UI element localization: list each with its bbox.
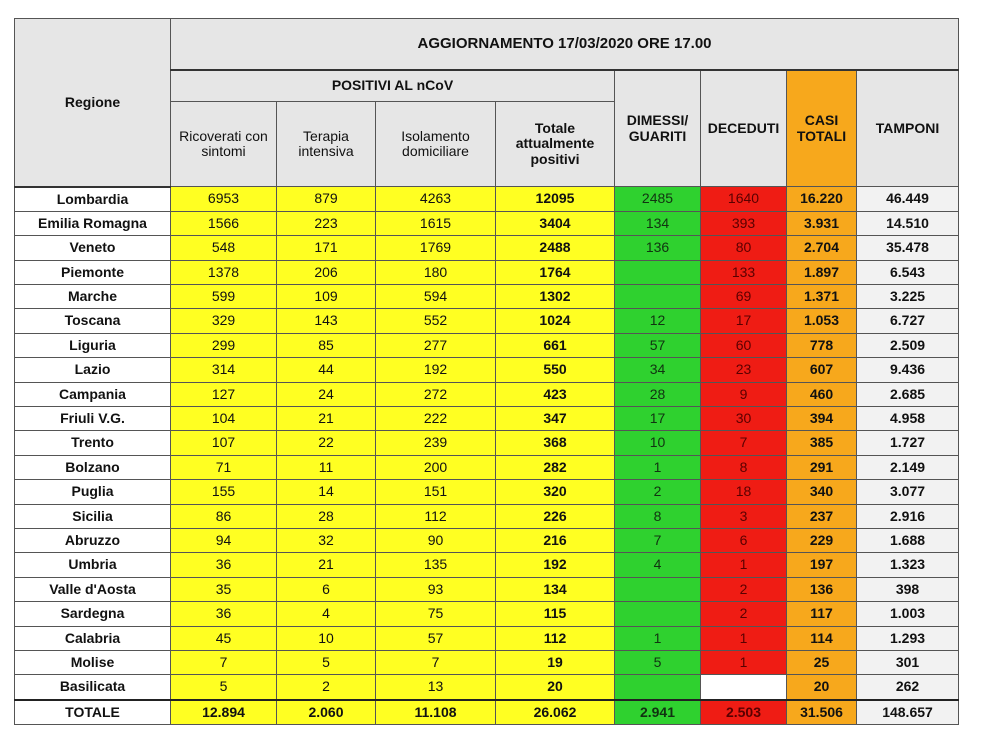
dimessi-cell: 5 <box>615 650 701 674</box>
ricoverati-cell: 71 <box>171 455 277 479</box>
ricoverati-cell: 314 <box>171 358 277 382</box>
casi-totali-cell: 197 <box>787 553 857 577</box>
table-row <box>15 285 959 309</box>
table-row <box>15 675 959 700</box>
totale-positivi-cell: 112 <box>496 626 615 650</box>
terapia-header: Terapia intensiva <box>277 102 376 187</box>
tamponi-cell: 1.727 <box>857 431 959 455</box>
isolamento-cell: 13 <box>376 675 496 700</box>
terapia-cell: 44 <box>277 358 376 382</box>
deceduti-cell: 1 <box>701 626 787 650</box>
totale-positivi-cell: 320 <box>496 480 615 504</box>
tamponi-cell: 3.225 <box>857 285 959 309</box>
ricoverati-cell: 127 <box>171 382 277 406</box>
region-name: Campania <box>15 382 171 406</box>
ricoverati-header: Ricoverati con sintomi <box>171 102 277 187</box>
isolamento-cell: 57 <box>376 626 496 650</box>
deceduti-cell: 60 <box>701 333 787 357</box>
totale-positivi-cell: 3404 <box>496 211 615 235</box>
deceduti-cell: 133 <box>701 260 787 284</box>
table-row <box>15 309 959 333</box>
region-name: Liguria <box>15 333 171 357</box>
isolamento-cell: 112 <box>376 504 496 528</box>
isolamento-cell: 277 <box>376 333 496 357</box>
isolamento-cell: 1769 <box>376 236 496 260</box>
ricoverati-cell: 599 <box>171 285 277 309</box>
isolamento-cell: 594 <box>376 285 496 309</box>
totale-positivi-cell: 1764 <box>496 260 615 284</box>
region-name: Sicilia <box>15 504 171 528</box>
terapia-cell: 21 <box>277 407 376 431</box>
deceduti-cell: 8 <box>701 455 787 479</box>
tamponi-cell: 4.958 <box>857 407 959 431</box>
tamponi-header: TAMPONI <box>857 70 959 187</box>
totale-positivi-cell: 2488 <box>496 236 615 260</box>
ricoverati-cell: 94 <box>171 528 277 552</box>
isolamento-cell: 272 <box>376 382 496 406</box>
terapia-cell: 11 <box>277 455 376 479</box>
totale-positivi-cell: 19 <box>496 650 615 674</box>
region-name: Toscana <box>15 309 171 333</box>
tamponi-cell: 2.509 <box>857 333 959 357</box>
table-row <box>15 504 959 528</box>
casi-totali-cell: 778 <box>787 333 857 357</box>
deceduti-cell: 30 <box>701 407 787 431</box>
terapia-cell: 14 <box>277 480 376 504</box>
deceduti-cell: 69 <box>701 285 787 309</box>
region-name: Calabria <box>15 626 171 650</box>
ricoverati-cell: 1566 <box>171 211 277 235</box>
region-name: TOTALE <box>15 700 171 725</box>
terapia-cell: 171 <box>277 236 376 260</box>
terapia-cell: 143 <box>277 309 376 333</box>
isolamento-cell: 93 <box>376 577 496 601</box>
table-row <box>15 260 959 284</box>
dimessi-cell: 136 <box>615 236 701 260</box>
terapia-cell: 109 <box>277 285 376 309</box>
dimessi-cell <box>615 260 701 284</box>
deceduti-cell: 2 <box>701 602 787 626</box>
ricoverati-cell: 107 <box>171 431 277 455</box>
totale-positivi-cell: 1302 <box>496 285 615 309</box>
deceduti-cell: 393 <box>701 211 787 235</box>
region-name: Puglia <box>15 480 171 504</box>
terapia-cell: 28 <box>277 504 376 528</box>
terapia-cell: 4 <box>277 602 376 626</box>
table-row <box>15 211 959 235</box>
table-row <box>15 602 959 626</box>
totale-positivi-cell: 115 <box>496 602 615 626</box>
ricoverati-cell: 104 <box>171 407 277 431</box>
region-name: Veneto <box>15 236 171 260</box>
totale-positivi-cell: 550 <box>496 358 615 382</box>
totale-positivi-cell: 423 <box>496 382 615 406</box>
terapia-cell: 879 <box>277 187 376 212</box>
table-row <box>15 553 959 577</box>
tamponi-cell: 6.543 <box>857 260 959 284</box>
casi-totali-cell: 394 <box>787 407 857 431</box>
totals-row <box>15 700 959 725</box>
dimessi-cell: 2 <box>615 480 701 504</box>
totale-positivi-cell: 20 <box>496 675 615 700</box>
deceduti-cell: 6 <box>701 528 787 552</box>
casi-totali-cell: 607 <box>787 358 857 382</box>
tamponi-cell: 301 <box>857 650 959 674</box>
tamponi-cell: 262 <box>857 675 959 700</box>
dimessi-cell: 34 <box>615 358 701 382</box>
casi-totali-cell: 385 <box>787 431 857 455</box>
deceduti-cell: 1640 <box>701 187 787 212</box>
casi-totali-cell: 117 <box>787 602 857 626</box>
ricoverati-cell: 5 <box>171 675 277 700</box>
dimessi-cell: 28 <box>615 382 701 406</box>
dimessi-cell: 17 <box>615 407 701 431</box>
totale-positivi-cell: 12095 <box>496 187 615 212</box>
terapia-cell: 206 <box>277 260 376 284</box>
ricoverati-cell: 45 <box>171 626 277 650</box>
region-name: Umbria <box>15 553 171 577</box>
dimessi-cell: 12 <box>615 309 701 333</box>
casi-totali-cell: 2.704 <box>787 236 857 260</box>
tamponi-cell: 6.727 <box>857 309 959 333</box>
totale-positivi-cell: 26.062 <box>496 700 615 725</box>
tamponi-cell: 148.657 <box>857 700 959 725</box>
table-row <box>15 358 959 382</box>
covid-regional-table <box>14 18 959 725</box>
table-row <box>15 431 959 455</box>
region-name: Piemonte <box>15 260 171 284</box>
region-name: Basilicata <box>15 675 171 700</box>
deceduti-header: DECEDUTI <box>701 70 787 187</box>
tamponi-cell: 14.510 <box>857 211 959 235</box>
ricoverati-cell: 299 <box>171 333 277 357</box>
table-row <box>15 577 959 601</box>
totale-positivi-cell: 1024 <box>496 309 615 333</box>
totale-positivi-cell: 282 <box>496 455 615 479</box>
ricoverati-cell: 36 <box>171 602 277 626</box>
ricoverati-cell: 1378 <box>171 260 277 284</box>
table-row <box>15 455 959 479</box>
deceduti-cell: 3 <box>701 504 787 528</box>
isolamento-cell: 7 <box>376 650 496 674</box>
region-header: Regione <box>15 19 171 187</box>
terapia-cell: 10 <box>277 626 376 650</box>
region-name: Valle d'Aosta <box>15 577 171 601</box>
isolamento-cell: 180 <box>376 260 496 284</box>
isolamento-cell: 239 <box>376 431 496 455</box>
ricoverati-cell: 35 <box>171 577 277 601</box>
table-row <box>15 528 959 552</box>
terapia-cell: 22 <box>277 431 376 455</box>
terapia-cell: 223 <box>277 211 376 235</box>
isolamento-cell: 222 <box>376 407 496 431</box>
isolamento-cell: 11.108 <box>376 700 496 725</box>
dimessi-cell <box>615 602 701 626</box>
table-row <box>15 650 959 674</box>
positivi-group-header: POSITIVI AL nCoV <box>171 70 615 102</box>
ricoverati-cell: 7 <box>171 650 277 674</box>
isolamento-cell: 552 <box>376 309 496 333</box>
dimessi-cell: 57 <box>615 333 701 357</box>
casi-totali-cell: 1.053 <box>787 309 857 333</box>
casi-totali-cell: 114 <box>787 626 857 650</box>
isolamento-header: Isolamento domiciliare <box>376 102 496 187</box>
dimessi-header: DIMESSI/ GUARITI <box>615 70 701 187</box>
region-name: Marche <box>15 285 171 309</box>
casi-totali-cell: 229 <box>787 528 857 552</box>
casi-totali-cell: 1.371 <box>787 285 857 309</box>
totale-positivi-cell: 226 <box>496 504 615 528</box>
ricoverati-cell: 548 <box>171 236 277 260</box>
ricoverati-cell: 155 <box>171 480 277 504</box>
isolamento-cell: 135 <box>376 553 496 577</box>
terapia-cell: 85 <box>277 333 376 357</box>
totale-positivi-cell: 192 <box>496 553 615 577</box>
deceduti-cell <box>701 675 787 700</box>
casi-totali-cell: 136 <box>787 577 857 601</box>
tamponi-cell: 1.688 <box>857 528 959 552</box>
casi-totali-cell: 291 <box>787 455 857 479</box>
tamponi-cell: 46.449 <box>857 187 959 212</box>
tamponi-cell: 35.478 <box>857 236 959 260</box>
deceduti-cell: 1 <box>701 650 787 674</box>
dimessi-cell <box>615 577 701 601</box>
tamponi-cell: 3.077 <box>857 480 959 504</box>
tamponi-cell: 1.293 <box>857 626 959 650</box>
tamponi-cell: 9.436 <box>857 358 959 382</box>
totale-positivi-cell: 368 <box>496 431 615 455</box>
casi-totali-cell: 460 <box>787 382 857 406</box>
tamponi-cell: 2.149 <box>857 455 959 479</box>
table-row <box>15 236 959 260</box>
deceduti-cell: 2 <box>701 577 787 601</box>
table-row <box>15 407 959 431</box>
isolamento-cell: 90 <box>376 528 496 552</box>
terapia-cell: 24 <box>277 382 376 406</box>
region-name: Sardegna <box>15 602 171 626</box>
table-row <box>15 333 959 357</box>
region-name: Lombardia <box>15 187 171 212</box>
tamponi-cell: 1.323 <box>857 553 959 577</box>
tamponi-cell: 2.916 <box>857 504 959 528</box>
dimessi-cell: 2.941 <box>615 700 701 725</box>
dimessi-cell: 1 <box>615 626 701 650</box>
deceduti-cell: 9 <box>701 382 787 406</box>
totale-positivi-cell: 347 <box>496 407 615 431</box>
terapia-cell: 21 <box>277 553 376 577</box>
casi-totali-header: CASI TOTALI <box>787 70 857 187</box>
casi-totali-cell: 340 <box>787 480 857 504</box>
dimessi-cell <box>615 285 701 309</box>
deceduti-cell: 17 <box>701 309 787 333</box>
deceduti-cell: 18 <box>701 480 787 504</box>
ricoverati-cell: 86 <box>171 504 277 528</box>
tamponi-cell: 2.685 <box>857 382 959 406</box>
casi-totali-cell: 20 <box>787 675 857 700</box>
deceduti-cell: 2.503 <box>701 700 787 725</box>
dimessi-cell: 4 <box>615 553 701 577</box>
region-name: Friuli V.G. <box>15 407 171 431</box>
region-name: Bolzano <box>15 455 171 479</box>
dimessi-cell: 1 <box>615 455 701 479</box>
terapia-cell: 32 <box>277 528 376 552</box>
casi-totali-cell: 16.220 <box>787 187 857 212</box>
isolamento-cell: 192 <box>376 358 496 382</box>
region-name: Lazio <box>15 358 171 382</box>
isolamento-cell: 200 <box>376 455 496 479</box>
dimessi-cell <box>615 675 701 700</box>
deceduti-cell: 1 <box>701 553 787 577</box>
ricoverati-cell: 36 <box>171 553 277 577</box>
table-row <box>15 187 959 212</box>
isolamento-cell: 75 <box>376 602 496 626</box>
region-name: Emilia Romagna <box>15 211 171 235</box>
ricoverati-cell: 12.894 <box>171 700 277 725</box>
casi-totali-cell: 237 <box>787 504 857 528</box>
dimessi-cell: 8 <box>615 504 701 528</box>
terapia-cell: 5 <box>277 650 376 674</box>
table-body <box>15 187 959 725</box>
isolamento-cell: 151 <box>376 480 496 504</box>
totale-positivi-header: Totale attualmente positivi <box>496 102 615 187</box>
deceduti-cell: 80 <box>701 236 787 260</box>
terapia-cell: 6 <box>277 577 376 601</box>
terapia-cell: 2 <box>277 675 376 700</box>
isolamento-cell: 4263 <box>376 187 496 212</box>
region-name: Molise <box>15 650 171 674</box>
casi-totali-cell: 31.506 <box>787 700 857 725</box>
deceduti-cell: 7 <box>701 431 787 455</box>
totale-positivi-cell: 134 <box>496 577 615 601</box>
table-row <box>15 626 959 650</box>
update-title: AGGIORNAMENTO 17/03/2020 ORE 17.00 <box>171 19 959 71</box>
isolamento-cell: 1615 <box>376 211 496 235</box>
region-name: Abruzzo <box>15 528 171 552</box>
dimessi-cell: 134 <box>615 211 701 235</box>
table-row <box>15 382 959 406</box>
terapia-cell: 2.060 <box>277 700 376 725</box>
totale-positivi-cell: 216 <box>496 528 615 552</box>
ricoverati-cell: 6953 <box>171 187 277 212</box>
casi-totali-cell: 3.931 <box>787 211 857 235</box>
casi-totali-cell: 25 <box>787 650 857 674</box>
totale-positivi-cell: 661 <box>496 333 615 357</box>
region-name: Trento <box>15 431 171 455</box>
tamponi-cell: 1.003 <box>857 602 959 626</box>
table-row <box>15 480 959 504</box>
covid-table-frame <box>14 18 958 722</box>
dimessi-cell: 10 <box>615 431 701 455</box>
tamponi-cell: 398 <box>857 577 959 601</box>
ricoverati-cell: 329 <box>171 309 277 333</box>
deceduti-cell: 23 <box>701 358 787 382</box>
casi-totali-cell: 1.897 <box>787 260 857 284</box>
dimessi-cell: 2485 <box>615 187 701 212</box>
dimessi-cell: 7 <box>615 528 701 552</box>
